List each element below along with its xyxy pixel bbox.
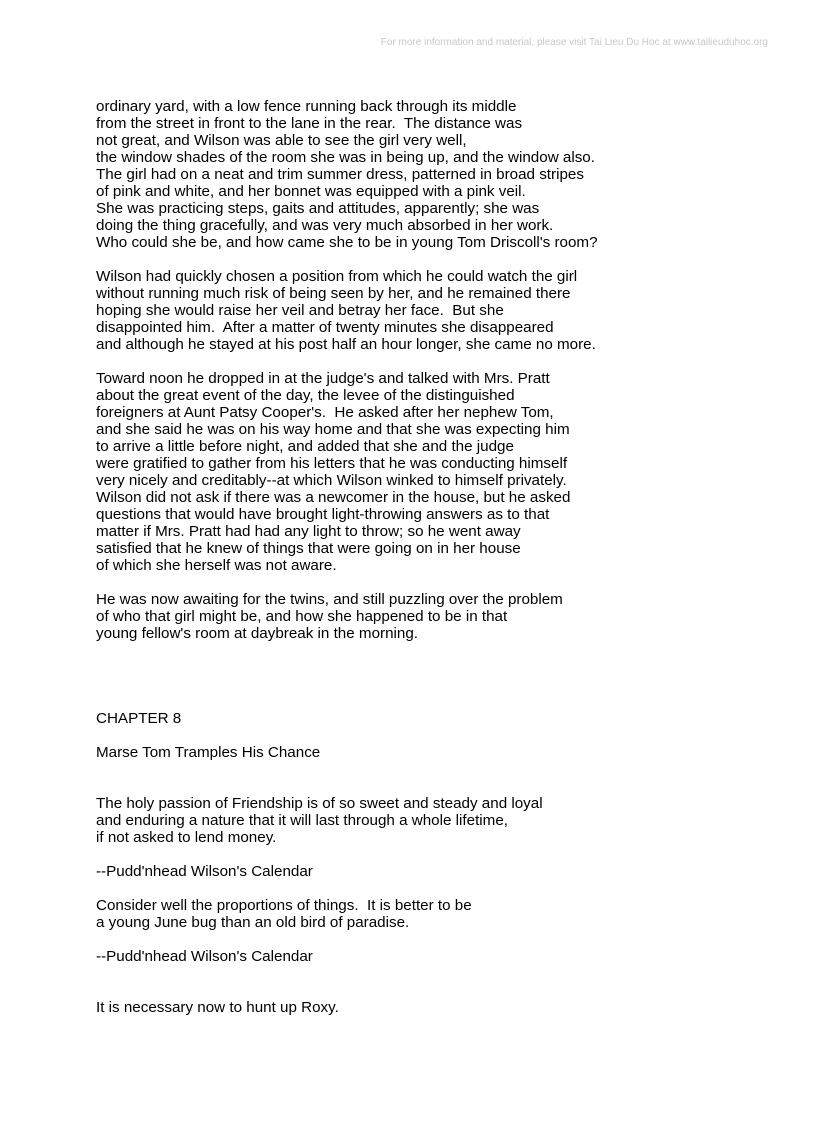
text-line: Toward noon he dropped in at the judge's and talked with Mrs. Pratt <box>96 370 550 387</box>
text-line: were gratified to gather from his letters that he was conducting himself <box>96 455 568 472</box>
text-line: of pink and white, and her bonnet was equipped with a pink veil. <box>96 183 526 200</box>
text-line: if not asked to lend money. <box>96 829 277 846</box>
text-line: The girl had on a neat and trim summer dress, patterned in broad stripes <box>96 166 584 183</box>
text-line: Consider well the proportions of things. It is better to be <box>96 897 472 914</box>
paragraph-1 <box>96 98 776 251</box>
text-line: Wilson did not ask if there was a newcomer in the house, but he asked <box>96 489 571 506</box>
text-line: ordinary yard, with a low fence running back through its middle <box>96 98 517 115</box>
text-line: Wilson had quickly chosen a position from which he could watch the girl <box>96 268 578 285</box>
header-source-note: For more information and material, please visit Tai Lieu Du Hoc at www.tailieuduhoc.org <box>380 37 768 48</box>
text-line: matter if Mrs. Pratt had had any light to throw; so he went away <box>96 523 521 540</box>
text-line: The holy passion of Friendship is of so sweet and steady and loyal <box>96 795 543 812</box>
epigraph-2-source: --Pudd'nhead Wilson's Calendar <box>96 948 313 965</box>
chapter-title: Marse Tom Tramples His Chance <box>96 744 321 761</box>
epigraph-1-source: --Pudd'nhead Wilson's Calendar <box>96 863 313 880</box>
text-line: about the great event of the day, the levee of the distinguished <box>96 387 515 404</box>
text-line: foreigners at Aunt Patsy Cooper's. He asked after her nephew Tom, <box>96 404 554 421</box>
chapter-heading: CHAPTER 8 <box>96 710 182 727</box>
paragraph-2 <box>96 268 776 353</box>
text-line: disappointed him. After a matter of twenty minutes she disappeared <box>96 319 554 336</box>
text-line: to arrive a little before night, and added that she and the judge <box>96 438 514 455</box>
text-line: and although he stayed at his post half an hour longer, she came no more. <box>96 336 596 353</box>
text-line: from the street in front to the lane in the rear. The distance was <box>96 115 523 132</box>
text-line: the window shades of the room she was in being up, and the window also. <box>96 149 595 166</box>
text-line: questions that would have brought light-throwing answers as to that <box>96 506 550 523</box>
text-line: doing the thing gracefully, and was very much absorbed in her work. <box>96 217 554 234</box>
text-line: not great, and Wilson was able to see the girl very well, <box>96 132 467 149</box>
text-line: of which she herself was not aware. <box>96 557 337 574</box>
text-line: He was now awaiting for the twins, and still puzzling over the problem <box>96 591 563 608</box>
paragraph-4 <box>96 591 776 642</box>
paragraph-3 <box>96 370 776 574</box>
text-line: and she said he was on his way home and that she was expecting him <box>96 421 570 438</box>
text-line: a young June bug than an old bird of paradise. <box>96 914 410 931</box>
text-line: satisfied that he knew of things that were going on in her house <box>96 540 521 557</box>
text-line: Who could she be, and how came she to be in young Tom Driscoll's room? <box>96 234 598 251</box>
text-line: young fellow's room at daybreak in the morning. <box>96 625 419 642</box>
page-content <box>96 98 776 1016</box>
closing-line: It is necessary now to hunt up Roxy. <box>96 999 339 1016</box>
text-line: hoping she would raise her veil and betray her face. But she <box>96 302 504 319</box>
text-line: without running much risk of being seen by her, and he remained there <box>96 285 571 302</box>
epigraph-1 <box>96 795 776 846</box>
text-line: She was practicing steps, gaits and attitudes, apparently; she was <box>96 200 540 217</box>
text-line: of who that girl might be, and how she happened to be in that <box>96 608 508 625</box>
epigraph-2 <box>96 897 776 931</box>
text-line: very nicely and creditably--at which Wilson winked to himself privately. <box>96 472 567 489</box>
text-line: and enduring a nature that it will last through a whole lifetime, <box>96 812 508 829</box>
